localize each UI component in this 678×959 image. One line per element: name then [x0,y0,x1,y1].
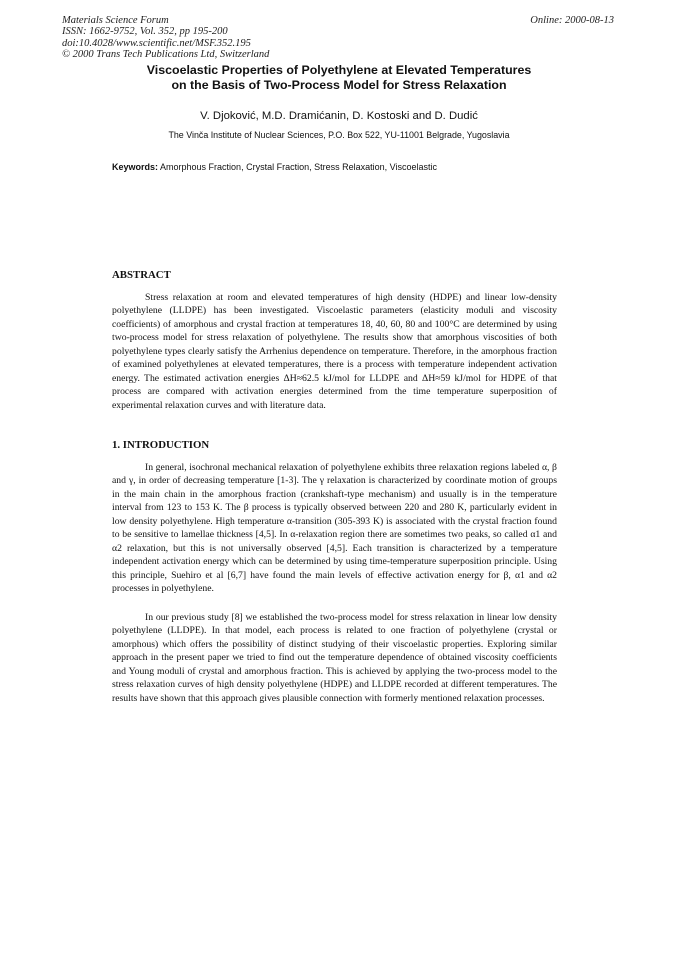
copyright-line: © 2000 Trans Tech Publications Ltd, Switzerland [62,49,270,61]
author-list: V. Djoković, M.D. Dramićanin, D. Kostoski and D. Dudić [200,110,478,122]
abstract-text: Stress relaxation at room and elevated temperatures of high density (HDPE) and linear low-density polyethylene (LLDPE) has been investigated. Viscoelastic parameters (elasticity moduli and viscosity coefficients) of amorphous and crystal fraction at temperatures 18, 40, 60, 80 and 100°C are determined by using two-process model for stress relaxation of polyethylene. The results show that amorphous viscosities of both polyethylene types clearly satisfy the Arrhenius dependence on temperature. Therefore, in the amorphous fraction of examined polyethylenes at elevated temperatures, there is a process with temperature independent activation energy. The estimated activation energies ΔH≈62.5 kJ/mol for LLDPE and ΔH≈59 kJ/mol for HDPE of that process are compared with activation energies determined from the time temperature superposition of experimental relaxation curves and with literature data. [112,292,557,411]
paper-title [100,63,578,93]
online-date: Online: 2000-08-13 [530,15,614,26]
introduction-heading: 1. INTRODUCTION [112,439,210,451]
keywords-label: Keywords: [112,162,159,172]
title-line-2: on the Basis of Two-Process Model for Stress Relaxation [171,78,507,92]
keywords-text: Amorphous Fraction, Crystal Fraction, Stress Relaxation, Viscoelastic [160,162,437,172]
keywords-line [112,162,437,172]
introduction-paragraph-1: In general, isochronal mechanical relaxation of polyethylene exhibits three relaxation regions labeled α, β and γ, in order of decreasing temperature [1-3]. The γ relaxation is characterized by coordinate motion of groups in the main chain in the amorphous fraction (crankshaft-type mechanism) and usually is in the temperature interval from 123 to 153 K. The β process is typically observed between 220 and 280 K, particularly evident in low density polyethylene. High temperature α-transition (305-393 K) is associated with the crystal fraction found to be sensitive to lamellae thickness [4,5]. In α-relaxation region there are sometimes two peaks, so called α1 and α2 relaxation, but this is not universally observed [4,5]. Each transition is characterized by a temperature independent activation energy which can be determined by using time-temperature superposition principle. Using this principle, Suehiro et al [6,7] have found the main levels of effective activation energy for β, α1 and α2 processes in polyethylene. [112,462,557,595]
journal-name: Materials Science Forum [62,15,169,26]
affiliation: The Vinča Institute of Nuclear Sciences, P.O. Box 522, YU-11001 Belgrade, Yugoslavia [168,130,510,140]
introduction-paragraph-2: In our previous study [8] we established the two-process model for stress relaxation in linear low density polyethylene (LLDPE). In that model, each process is related to one fraction of polyethylene (crystal or amorphous) which offers the possibility of distinct studying of their viscoelastic properties. Exploring similar approach in the present paper we tried to find out the temperature dependence of obtained viscosity coefficients and Young moduli of crystal and amorphous fraction. This is achieved by applying the two-process model to the stress relaxation curves of high density polyethylene (HDPE) and LLDPE recorded at different temperatures. The results have shown that this approach gives plausible connection with formerly mentioned relaxation processes. [112,612,557,704]
abstract-heading: ABSTRACT [112,269,171,281]
title-line-1: Viscoelastic Properties of Polyethylene at Elevated Temperatures [146,63,532,77]
issn-line: ISSN: 1662-9752, Vol. 352, pp 195-200 [62,26,228,38]
publication-metadata [62,15,269,61]
doi-line: doi:10.4028/www.scientific.net/MSF.352.195 [62,37,251,49]
